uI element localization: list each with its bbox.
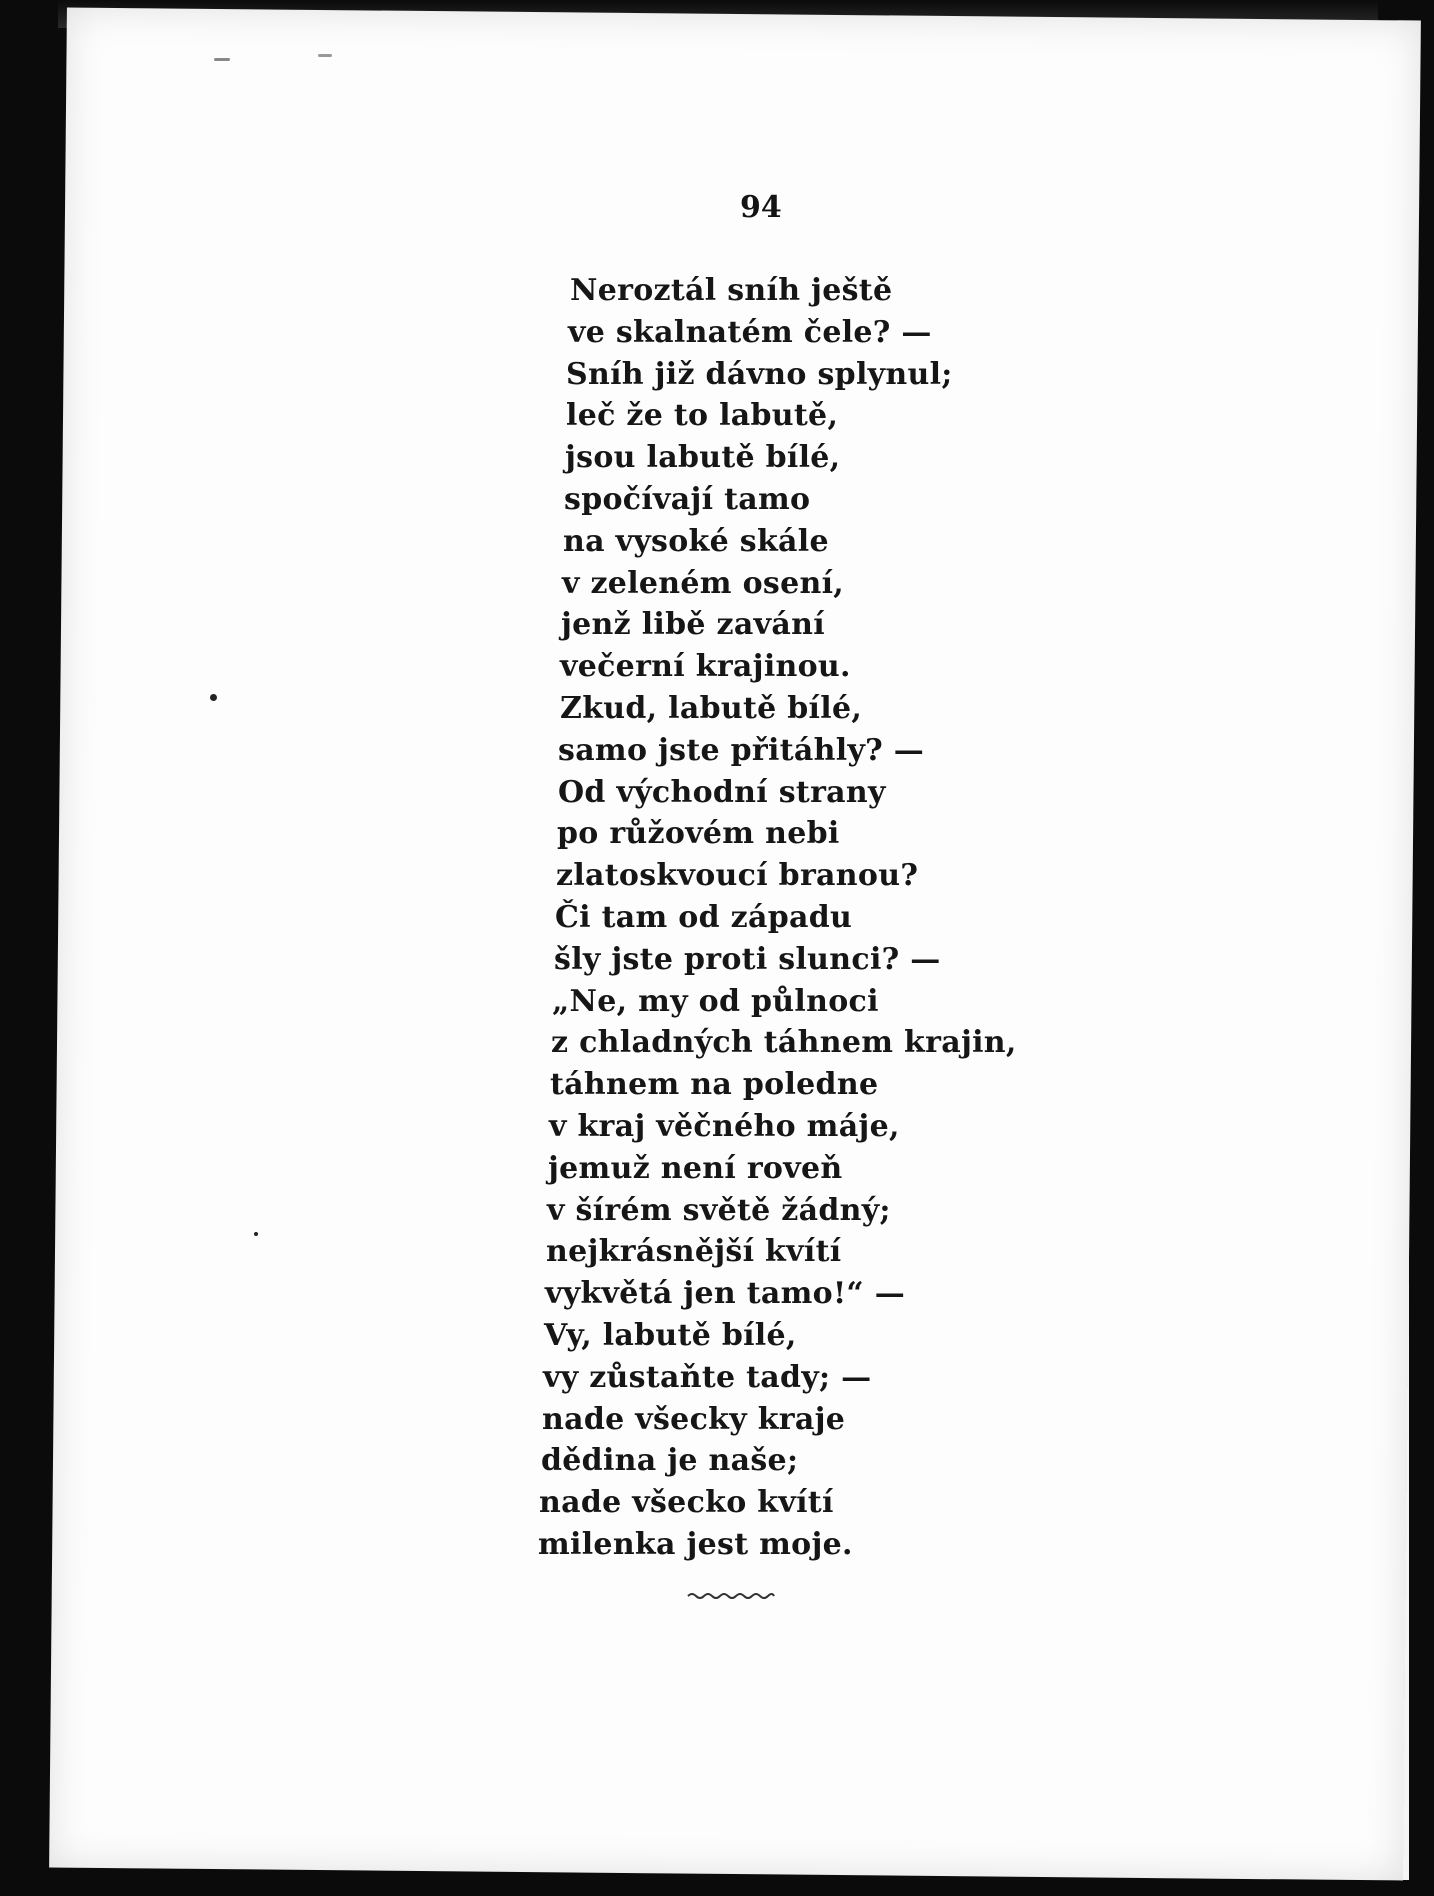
- poem-line: v kraj věčného máje,: [549, 1108, 900, 1144]
- poem-line: vykvětá jen tamo!“ —: [545, 1276, 906, 1312]
- poem-line: leč že to labutě,: [566, 398, 839, 434]
- poem-line: Neroztál sníh ještě: [570, 273, 893, 308]
- poem-line: vy zůstaňte tady; —: [543, 1359, 872, 1395]
- poem-line: jenž libě zavání: [561, 607, 825, 643]
- poem-line: nade všecko kvítí: [539, 1485, 834, 1521]
- poem-line: nejkrásnější kvítí: [546, 1234, 842, 1270]
- poem-line: v zeleném osení,: [562, 565, 845, 601]
- poem-line: jemuž není roveň: [548, 1150, 843, 1186]
- poem-line: samo jste přitáhly? —: [558, 732, 925, 768]
- poem-line: milenka jest moje.: [538, 1526, 853, 1562]
- poem-line: na vysoké skále: [563, 523, 829, 559]
- poem: [536, 270, 1017, 1566]
- scan-speck: [214, 58, 230, 61]
- poem-line: Zkud, labutě bílé,: [560, 690, 863, 726]
- poem-line: večerní krajinou.: [560, 649, 851, 685]
- poem-line: „Ne, my od půlnoci: [552, 983, 879, 1019]
- poem-line: jsou labutě bílé,: [565, 440, 841, 476]
- poem-line: Vy, labutě bílé,: [544, 1317, 797, 1353]
- poem-line: nade všecky kraje: [542, 1401, 846, 1437]
- poem-line: šly jste proti slunci? —: [554, 941, 941, 977]
- poem-line: dědina je naše;: [541, 1443, 799, 1479]
- scan-speck: [254, 1232, 258, 1236]
- poem-line: Od východní strany: [558, 774, 886, 810]
- poem-line: táhnem na poledne: [550, 1067, 879, 1103]
- poem-line: z chladných táhnem krajin,: [551, 1025, 1017, 1061]
- poem-line: po růžovém nebi: [557, 816, 840, 852]
- scan-speck: [210, 694, 217, 701]
- end-ornament: [686, 1590, 776, 1602]
- scan-speck: [318, 54, 332, 57]
- page-number: 94: [740, 190, 782, 225]
- poem-line: ve skalnatém čele? —: [568, 314, 932, 350]
- poem-line: spočívají tamo: [564, 481, 811, 517]
- poem-line: zlatoskvoucí branou?: [556, 858, 919, 894]
- poem-line: Sníh již dávno splynul;: [566, 356, 953, 392]
- poem-line: Či tam od západu: [555, 899, 853, 935]
- poem-line: v šírém světě žádný;: [547, 1192, 891, 1228]
